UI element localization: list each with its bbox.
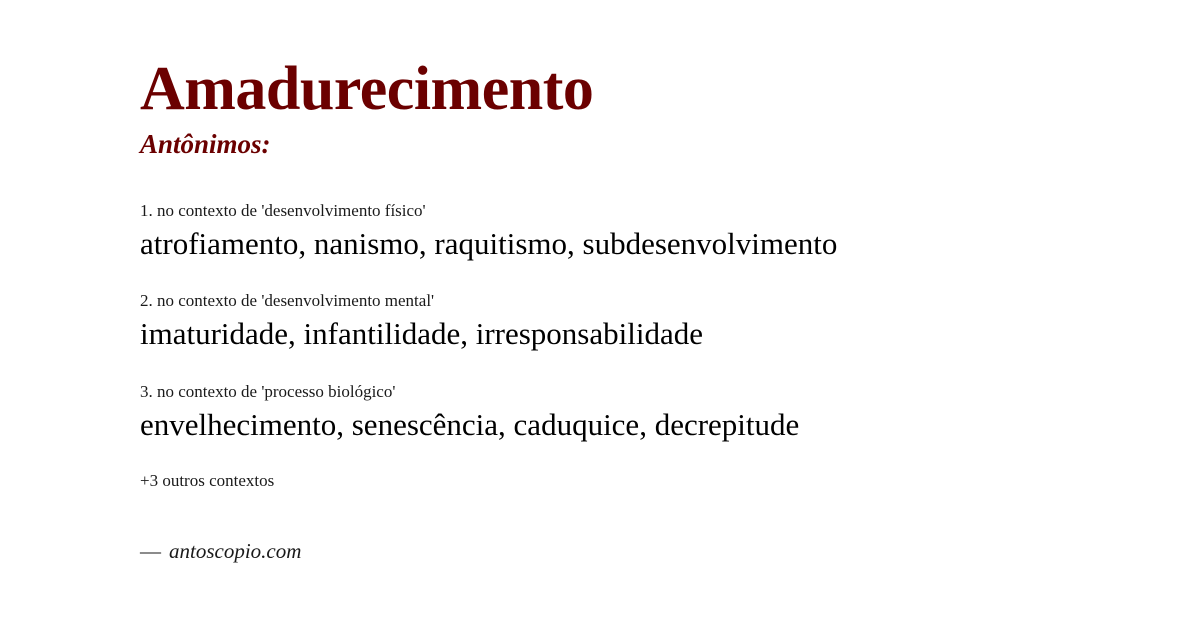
page-title: Amadurecimento: [140, 55, 594, 123]
section-subtitle: Antônimos:: [140, 128, 271, 159]
source-name: antoscopio.com: [169, 539, 302, 564]
sense-words: envelhecimento, senescência, caduquice, decrepitude: [140, 406, 800, 442]
source-attribution: [140, 539, 1120, 564]
sense-context: 2. no contexto de 'desenvolvimento mental': [140, 291, 435, 311]
sense-context: 1. no contexto de 'desenvolvimento físico': [140, 200, 426, 220]
list-item: [140, 381, 1120, 445]
sense-words: atrofiamento, nanismo, raquitismo, subdesenvolvimento: [140, 226, 838, 262]
senses-list: [140, 200, 1120, 445]
more-contexts-label: +3 outros contextos: [140, 471, 275, 491]
em-dash-icon: —: [140, 539, 161, 564]
sense-context: 3. no contexto de 'processo biológico': [140, 381, 396, 401]
list-item: [140, 290, 1120, 354]
list-item: [140, 200, 1120, 264]
sense-words: imaturidade, infantilidade, irresponsabilidade: [140, 316, 703, 352]
